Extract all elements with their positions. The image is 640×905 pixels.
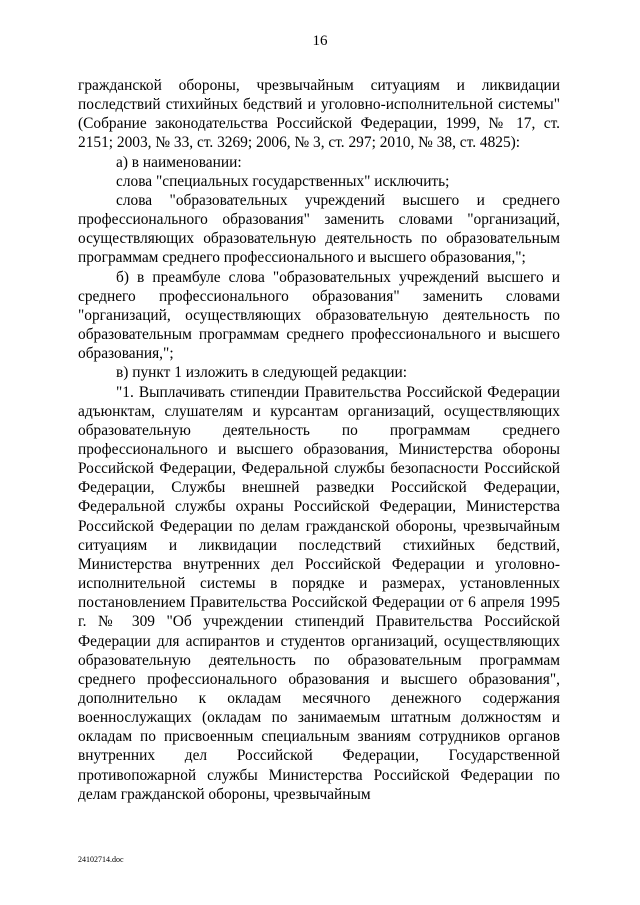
paragraph-continuation: гражданской обороны, чрезвычайным ситуациям и ликвидации последствий стихийных бедствий и уголовно-исполнительной системы" (Собрание законодательства Российской Федерации, 1999, № 17, ст. 2151; 2003, № 33, ст. 3269; 2006, № 3, ст. 297; 2010, № 38, ст. 4825): [78, 77, 560, 152]
paragraph-item-v: в) пункт 1 изложить в следующей редакции: [116, 364, 408, 382]
page-number: 16 [312, 33, 328, 49]
paragraph-item-b: б) в преамбуле слова "образовательных учреждений высшего и среднего профессионального образования" заменить словами "организаций, осуществляющих образовательную деятельность по образовательным программам среднего профессионального и высшего образования,"; [78, 268, 560, 363]
paragraph-item-a: а) в наименовании: [116, 153, 242, 171]
document-file-name: 24102714.doc [78, 855, 124, 864]
paragraph-words-replaced: слова "образовательных учреждений высшего и среднего профессионального образования" заменить словами "организаций, осуществляющих образовательную деятельность по образовательным программам среднего профессионального и высшего образования,"; [78, 191, 560, 267]
document-body [78, 76, 560, 804]
paragraph-new-clause-1: "1. Выплачивать стипендии Правительства Российской Федерации адъюнктам, слушателям и курсантам организаций, осуществляющих образовательную деятельность по программам среднего профессионального и высшего образования, Министерства обороны Российской Федерации, Федеральной службы безопасности Российской Федерации, Службы внешней разведки Российской Федерации, Федеральной службы охраны Российской Федерации, Министерства Российской Федерации по делам гражданской обороны, чрезвычайным ситуациям и ликвидации последствий стихийных бедствий, Министерства внутренних дел Российской Федерации и уголовно-исполнительной системы в порядке и размерах, установленных постановлением Правительства Российской Федерации от 6 апреля 1995 г. № 309 "Об учреждении стипендий Правительства Российской Федерации для аспирантов и студентов организаций, осуществляющих образовательную деятельность по образовательным программам среднего профессионального образования и высшего образования", дополнительно к окладам месячного денежного содержания военнослужащих (окладам по занимаемым штатным должностям и окладам по присвоенным специальным званиям сотрудников органов внутренних дел Российской Федерации, Государственной противопожарной службы Министерства Российской Федерации по делам гражданской обороны, чрезвычайным [78, 383, 560, 803]
paragraph-words-excluded: слова "специальных государственных" исключить; [116, 172, 450, 190]
